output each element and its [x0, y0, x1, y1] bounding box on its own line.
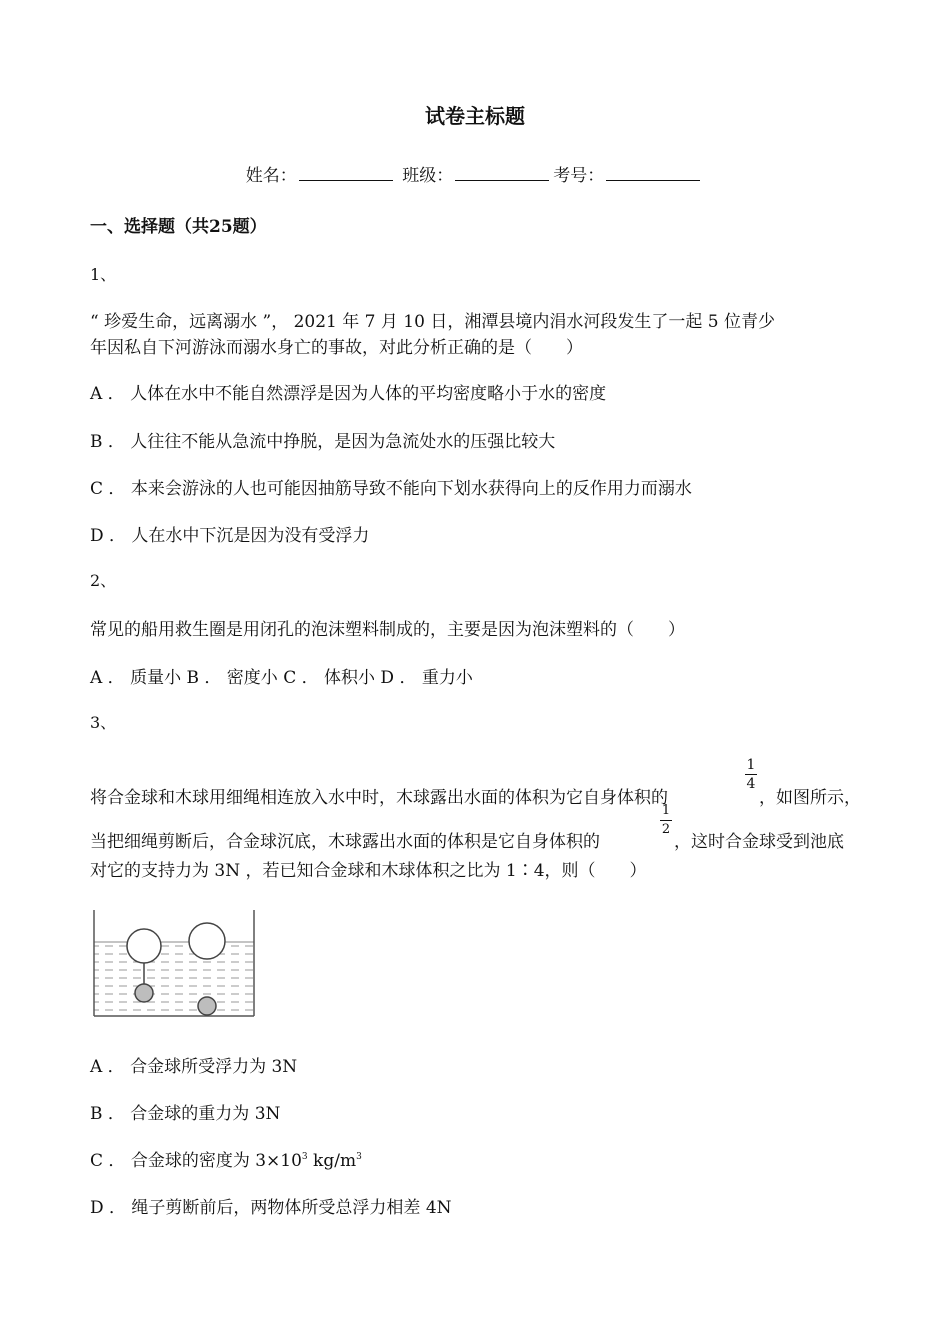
question-1-option-b[interactable]: B ． 人往往不能从急流中挣脱，是因为急流处水的压强比较大 [90, 432, 556, 452]
fraction-2-numerator: 1 [661, 803, 671, 818]
question-3-stem-line-1b: ，如图所示， [759, 788, 861, 808]
alloy-ball-sunk [198, 997, 216, 1015]
id-blank[interactable] [606, 166, 700, 181]
question-1-stem-line-1: “ 珍爱生命，远离溺水 ”， 2021 年 7 月 10 日，湘潭县境内涓水河段发生了一起 5 位青少 [90, 312, 775, 332]
question-3-option-a[interactable]: A ． 合金球所受浮力为 3N [90, 1057, 298, 1077]
wood-ball-free [189, 923, 225, 959]
fraction-2-bar [660, 820, 672, 821]
fraction-one-quarter [745, 757, 757, 792]
question-1-option-c[interactable]: C ． 本来会游泳的人也可能因抽筋导致不能向下划水获得向上的反作用力而溺水 [90, 479, 692, 499]
water-body [94, 942, 254, 1015]
question-3-stem-line-2a: 当把细绳剪断后，合金球沉底，木球露出水面的体积是它自身体积的 [90, 832, 600, 852]
option-c-unit-exponent: 3 [356, 1152, 362, 1162]
wood-ball-tied [127, 929, 161, 963]
fraction-1-numerator: 1 [746, 757, 756, 773]
option-c-unit: kg/m [307, 1151, 357, 1171]
question-3-option-b[interactable]: B ． 合金球的重力为 3N [90, 1104, 281, 1124]
question-2-options[interactable]: A ． 质量小 B ． 密度小 C ． 体积小 D ． 重力小 [90, 668, 473, 688]
question-1-option-d[interactable]: D ． 人在水中下沉是因为没有受浮力 [90, 526, 370, 546]
page-title: 试卷主标题 [425, 104, 525, 128]
question-1-stem-line-2: 年因私自下河游泳而溺水身亡的事故，对此分析正确的是（ ） [90, 338, 583, 358]
name-blank[interactable] [299, 166, 393, 181]
name-label: 姓名： [245, 166, 297, 186]
class-blank[interactable] [455, 166, 549, 181]
question-1-number: 1、 [90, 265, 117, 284]
section-heading: 一、选择题（共25题） [90, 217, 267, 237]
student-info-line [0, 161, 950, 186]
class-label: 班级： [402, 166, 454, 186]
alloy-ball-tied [135, 984, 153, 1002]
question-2-stem: 常见的船用救生圈是用闭孔的泡沫塑料制成的，主要是因为泡沫塑料的（ ） [90, 620, 685, 640]
question-2-number: 2、 [90, 571, 117, 590]
option-c-prefix: C ． 合金球的密度为 3×10 [90, 1151, 302, 1171]
fraction-one-half [660, 803, 672, 838]
question-3-option-c[interactable] [90, 1146, 362, 1171]
container-figure [90, 910, 260, 1020]
fraction-1-denominator: 4 [746, 776, 756, 792]
question-1-option-a[interactable]: A ． 人体在水中不能自然漂浮是因为人体的平均密度略小于水的密度 [90, 384, 607, 404]
question-3-stem-line-3: 对它的支持力为 3N ，若已知合金球和木球体积之比为 1∶4，则（ ） [90, 861, 647, 881]
option-c-exponent: 3 [301, 1152, 308, 1162]
question-3-option-d[interactable]: D ． 绳子剪断前后，两物体所受总浮力相差 4N [90, 1198, 452, 1218]
fraction-2-denominator: 2 [661, 822, 671, 837]
question-3-stem-line-1a: 将合金球和木球用细绳相连放入水中时，木球露出水面的体积为它自身体积的 [90, 788, 668, 808]
question-3-stem-line-2b: ，这时合金球受到池底 [674, 832, 844, 852]
fraction-1-bar [745, 774, 757, 775]
question-3-number: 3、 [90, 713, 117, 732]
id-label: 考号： [553, 166, 605, 186]
